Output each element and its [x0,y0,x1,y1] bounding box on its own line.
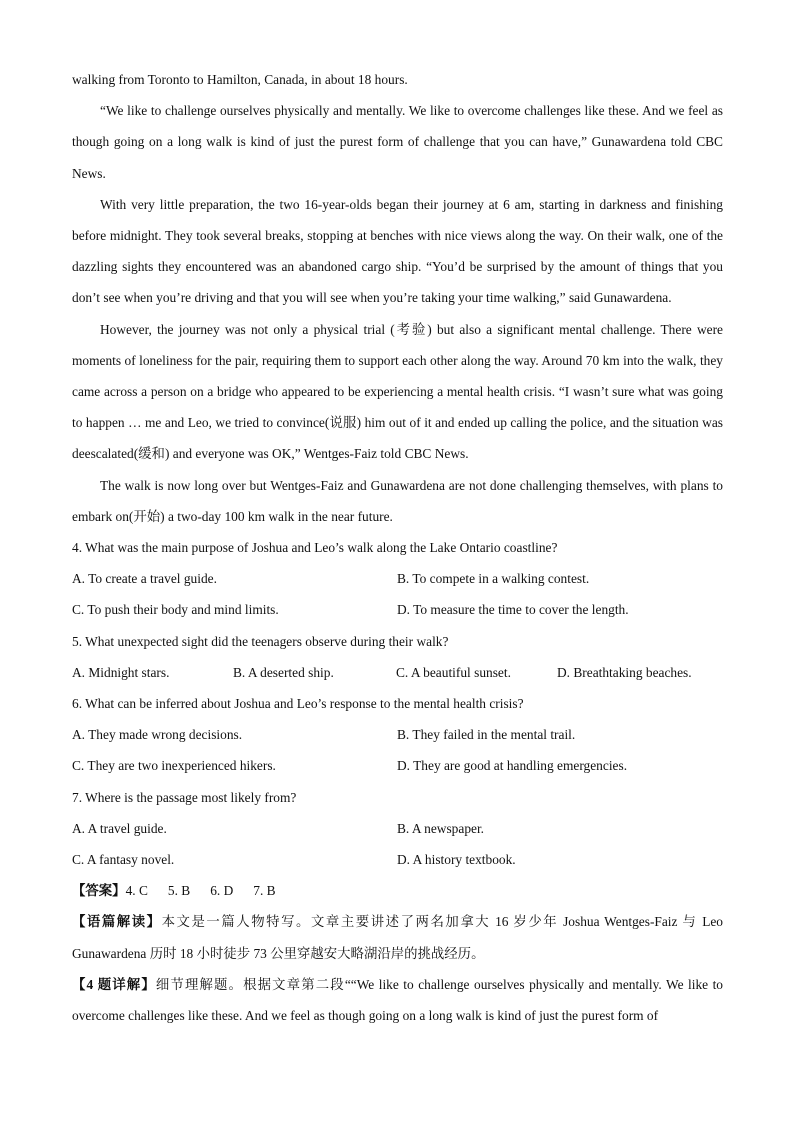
question-7-option-b: B. A newspaper. [397,820,485,836]
question-6-options [72,719,723,781]
answer-item-7: 7. B [253,883,276,899]
passage-paragraph-3: With very little preparation, the two 16-year-olds began their journey at 6 am, starting in darkness and finishing before midnight. They took several breaks, stopping at benches with nice views along the way. On their walk, one of the dazzling sights they encountered was an abandoned cargo ship. “You’d be surprised by the amount of things that you don’t see when you’re driving and that you will see when you’re taking your time walking,” said Gunawardena. [72,196,723,306]
question-5-option-d: D. Breathtaking beaches. [557,664,692,680]
answer-item-6: 6. D [210,883,234,899]
question-6-option-d: D. They are good at handling emergencies. [397,758,628,774]
question-5-option-b: B. A deserted ship. [233,664,334,680]
passage-paragraph-2: “We like to challenge ourselves physically and mentally. We like to overcome challenges like these. And we feel as though going on a long walk is kind of just the purest form of challenge that you can have,” Gunawardena told CBC News. [72,103,723,181]
question-5-option-a: A. Midnight stars. [72,664,170,680]
analysis-paragraph [72,906,723,968]
detail-4-label: 【4 题详解】 [72,976,156,992]
question-5-stem: 5. What unexpected sight did the teenagers observe during their walk? [72,633,449,649]
analysis-text: 本文是一篇人物特写。文章主要讲述了两名加拿大 16 岁少年 Joshua Wentges-Faiz 与 Leo Gunawardena 历时 18 小时徒步 73 公里穿越安大略湖沿岸的挑战经历。 [72,914,724,961]
document-content [72,64,723,1031]
analysis-label: 【语篇解读】 [72,914,162,930]
question-6-option-c: C. They are two inexperienced hikers. [72,758,276,774]
question-5-option-c: C. A beautiful sunset. [396,664,511,680]
question-5-options [72,657,723,688]
question-4-option-b: B. To compete in a walking contest. [397,571,590,587]
question-4-option-c: C. To push their body and mind limits. [72,602,279,618]
answer-label: 【答案】 [72,883,126,899]
passage-paragraph-5: The walk is now long over but Wentges-Faiz and Gunawardena are not done challenging themselves, with plans to embark on(开始) a two-day 100 km walk in the near future. [72,477,723,524]
question-6-option-b: B. They failed in the mental trail. [397,727,576,743]
question-6-stem: 6. What can be inferred about Joshua and Leo’s response to the mental health crisis? [72,696,524,712]
question-7-option-d: D. A history textbook. [397,852,516,868]
question-6-option-a: A. They made wrong decisions. [72,727,243,743]
question-4-stem: 4. What was the main purpose of Joshua and Leo’s walk along the Lake Ontario coastline? [72,540,558,556]
answer-item-5: 5. B [167,883,191,899]
question-4-option-d: D. To measure the time to cover the length. [397,602,629,618]
answer-item-4: 4. C [125,883,148,899]
passage-paragraph-1: walking from Toronto to Hamilton, Canada, in about 18 hours. [72,72,408,87]
detail-4-text: 细节理解题。根据文章第二段““We like to challenge ourselves physically and mentally. We like to overcome challenges like these. And we feel as though going on a long walk is kind of just the purest form of [72,976,723,1024]
detail-4-paragraph [72,969,723,1031]
question-7-options [72,813,723,875]
question-7-option-c: C. A fantasy novel. [72,852,175,868]
question-4-options [72,563,723,625]
question-4-option-a: A. To create a travel guide. [72,571,217,587]
question-7-option-a: A. A travel guide. [72,820,167,836]
question-7-stem: 7. Where is the passage most likely from? [72,789,297,805]
passage-paragraph-4: However, the journey was not only a physical trial (考验) but also a significant mental challenge. There were moments of loneliness for the pair, requiring them to support each other along the way. Around 70 km into the walk, they came across a person on a bridge who appeared to be experiencing a mental health crisis. “I wasn’t sure what was going to happen … me and Leo, we tried to convince(说服) him out of it and ended up calling the police, and the situation was deescalated(缓和) and everyone was OK,” Wentges-Faiz told CBC News. [72,321,723,462]
answer-line [72,875,723,906]
